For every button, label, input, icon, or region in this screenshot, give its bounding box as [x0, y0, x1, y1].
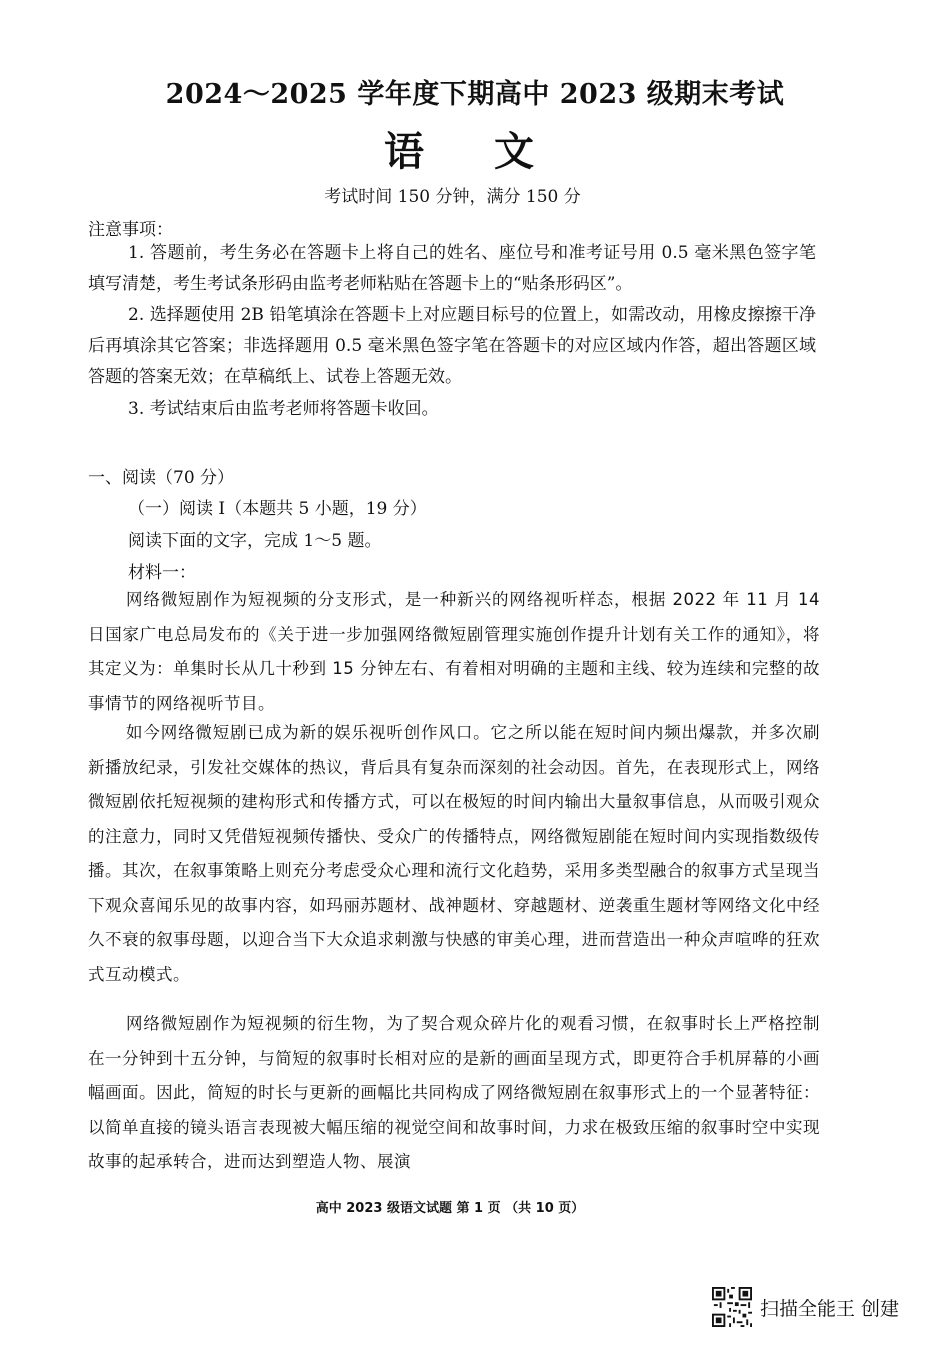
section-heading: 一、阅读（70 分）: [88, 468, 235, 488]
qr-code-icon: [712, 1287, 752, 1327]
scanner-watermark-text: 扫描全能王 创建: [760, 1297, 900, 1320]
section-subheading: （一）阅读 Ⅰ（本题共 5 小题，19 分）: [128, 499, 427, 519]
notice-heading: 注意事项：: [88, 220, 173, 240]
material-label: 材料一：: [128, 563, 196, 583]
subject-title: 语 文: [384, 128, 562, 175]
section-instruction: 阅读下面的文字，完成 1～5 题。: [128, 531, 382, 551]
notice-item: 3. 考试结束后由监考老师将答题卡收回。: [128, 399, 439, 419]
notice-item: 2. 选择题使用 2B 铅笔填涂在答题卡上对应题目标号的位置上，如需改动，用橡皮擦擦干净后再填涂其它答案；非选择题用 0.5 毫米黑色签字笔在答题卡的对应区域内作答，超出答题区域答题的答案无效；在草稿纸上、试卷上答题无效。: [88, 305, 816, 387]
body-paragraph: 如今网络微短剧已成为新的娱乐视听创作风口。它之所以能在短时间内频出爆款，并多次刷新播放纪录，引发社交媒体的热议，背后具有复杂而深刻的社会动因。首先，在表现形式上，网络微短剧依托短视频的建构形式和传播方式，可以在极短的时间内输出大量叙事信息，从而吸引观众的注意力，同时又凭借短视频传播快、受众广的传播特点，网络微短剧能在短时间内实现指数级传播。其次，在叙事策略上则充分考虑受众心理和流行文化趋势，采用多类型融合的叙事方式呈现当下观众喜闻乐见的故事内容，如玛丽苏题材、战神题材、穿越题材、逆袭重生题材等网络文化中经久不衰的叙事母题，以迎合当下大众追求刺激与快感的审美心理，进而营造出一种众声喧哗的狂欢式互动模式。: [88, 723, 820, 984]
page-footer: 高中 2023 级语文试题 第 1 页 （共 10 页）: [315, 1201, 585, 1216]
exam-title: 2024～2025 学年度下期高中 2023 级期末考试: [165, 79, 785, 110]
exam-info: 考试时间 150 分钟，满分 150 分: [324, 187, 581, 207]
body-paragraph: 网络微短剧作为短视频的衍生物，为了契合观众碎片化的观看习惯，在叙事时长上严格控制在一分钟到十五分钟，与简短的叙事时长相对应的是新的画面呈现方式，即更符合手机屏幕的小画幅画面。因此，简短的时长与更新的画幅比共同构成了网络微短剧在叙事形式上的一个显著特征：以简单直接的镜头语言表现被大幅压缩的视觉空间和故事时间，力求在极致压缩的叙事时空中实现故事的起承转合，进而达到塑造人物、展演: [88, 1014, 820, 1171]
body-paragraph: 网络微短剧作为短视频的分支形式，是一种新兴的网络视听样态，根据 2022 年 11 月 14 日国家广电总局发布的《关于进一步加强网络微短剧管理实施创作提升计划有关工作的通知》，将其定义为：单集时长从几十秒到 15 分钟左右、有着相对明确的主题和主线、较为连续和完整的故事情节的网络视听节目。: [88, 590, 820, 713]
notice-item: 1. 答题前，考生务必在答题卡上将自己的姓名、座位号和准考证号用 0.5 毫米黑色签字笔填写清楚，考生考试条形码由监考老师粘贴在答题卡上的“贴条形码区”。: [88, 243, 816, 294]
scanner-watermark: [712, 1287, 899, 1327]
